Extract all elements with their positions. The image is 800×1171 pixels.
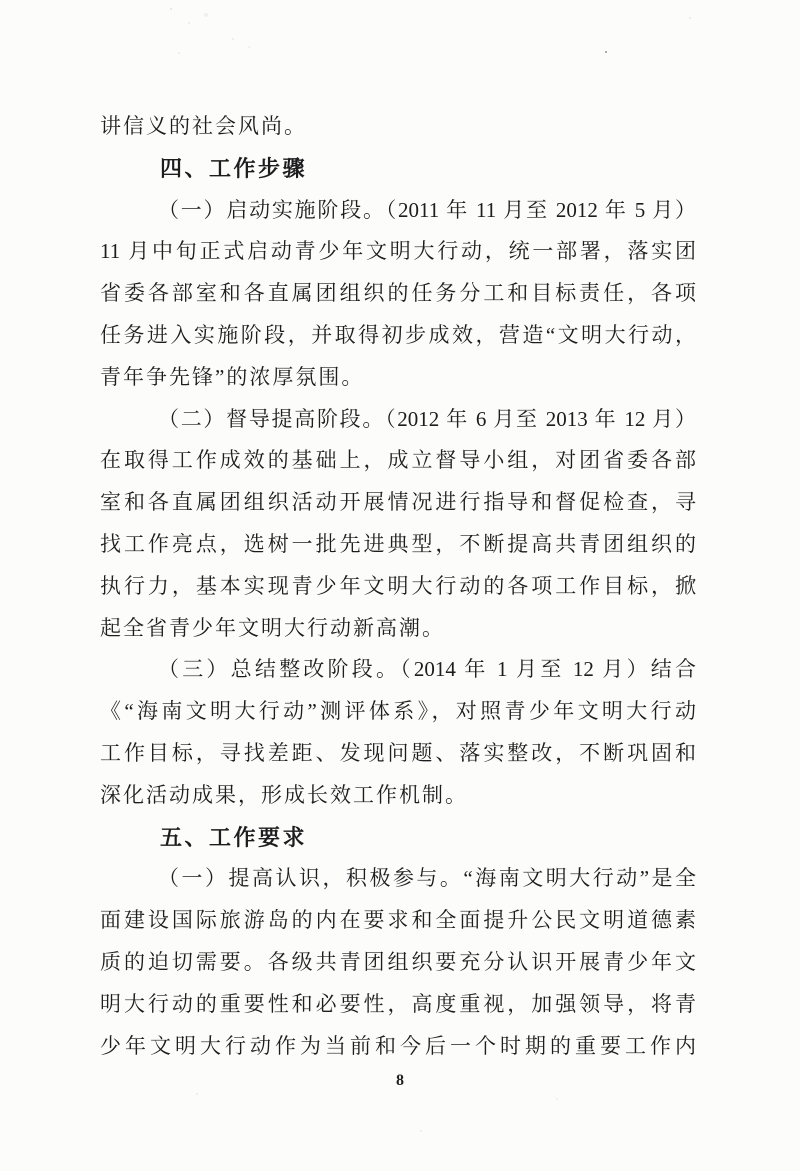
- text-line: 《“海南文明大行动”测评体系》，对照青少年文明大行动: [100, 699, 696, 724]
- text-line: 起全省青少年文明大行动新高潮。: [100, 615, 445, 640]
- text-line: 少年文明大行动作为当前和今后一个时期的重要工作内: [100, 1033, 696, 1058]
- text-line: 找工作亮点，选树一批先进典型，不断提高共青团组织的: [100, 531, 696, 556]
- text-line: 省委各部室和各直属团组织的任务分工和目标责任，各项: [100, 281, 696, 306]
- text-line: 深化活动成果，形成长效工作机制。: [100, 782, 468, 807]
- text-line: （三）总结整改阶段。（2014 年 1 月至 12 月）结合: [158, 657, 696, 682]
- text-line: 室和各直属团组织活动开展情况进行指导和督促检查，寻: [100, 490, 696, 515]
- text-line: 明大行动的重要性和必要性，高度重视，加强领导，将青: [100, 991, 696, 1016]
- text-line: （二）督导提高阶段。（2012 年 6 月至 2013 年 12 月）: [158, 406, 696, 431]
- text-line: 青年争先锋”的浓厚氛围。: [100, 364, 365, 389]
- text-line: 11 月中旬正式启动青少年文明大行动，统一部署，落实团: [100, 239, 696, 264]
- text-line: 工作目标，寻找差距、发现问题、落实整改，不断巩固和: [100, 740, 696, 765]
- text-line: 质的迫切需要。各级共青团组织要充分认识开展青少年文: [100, 949, 696, 974]
- text-line: 在取得工作成效的基础上，成立督导小组，对团省委各部: [100, 448, 696, 473]
- document-text-block: [100, 106, 696, 1067]
- text-line: 执行力，基本实现青少年文明大行动的各项工作目标，掀: [100, 573, 696, 598]
- text-line: 面建设国际旅游岛的内在要求和全面提升公民文明道德素: [100, 908, 696, 933]
- page-number: 8: [396, 1072, 404, 1089]
- scan-specks: [0, 0, 2, 2]
- section-heading: 四、工作步骤: [160, 155, 308, 181]
- text-line: （一）启动实施阶段。（2011 年 11 月至 2012 年 5 月）: [158, 197, 696, 222]
- text-line: 讲信义的社会风尚。: [100, 114, 307, 138]
- text-line: 任务进入实施阶段，并取得初步成效，营造“文明大行动，: [100, 322, 696, 347]
- text-line: （一）提高认识，积极参与。“海南文明大行动”是全: [158, 866, 696, 891]
- section-heading: 五、工作要求: [160, 824, 308, 850]
